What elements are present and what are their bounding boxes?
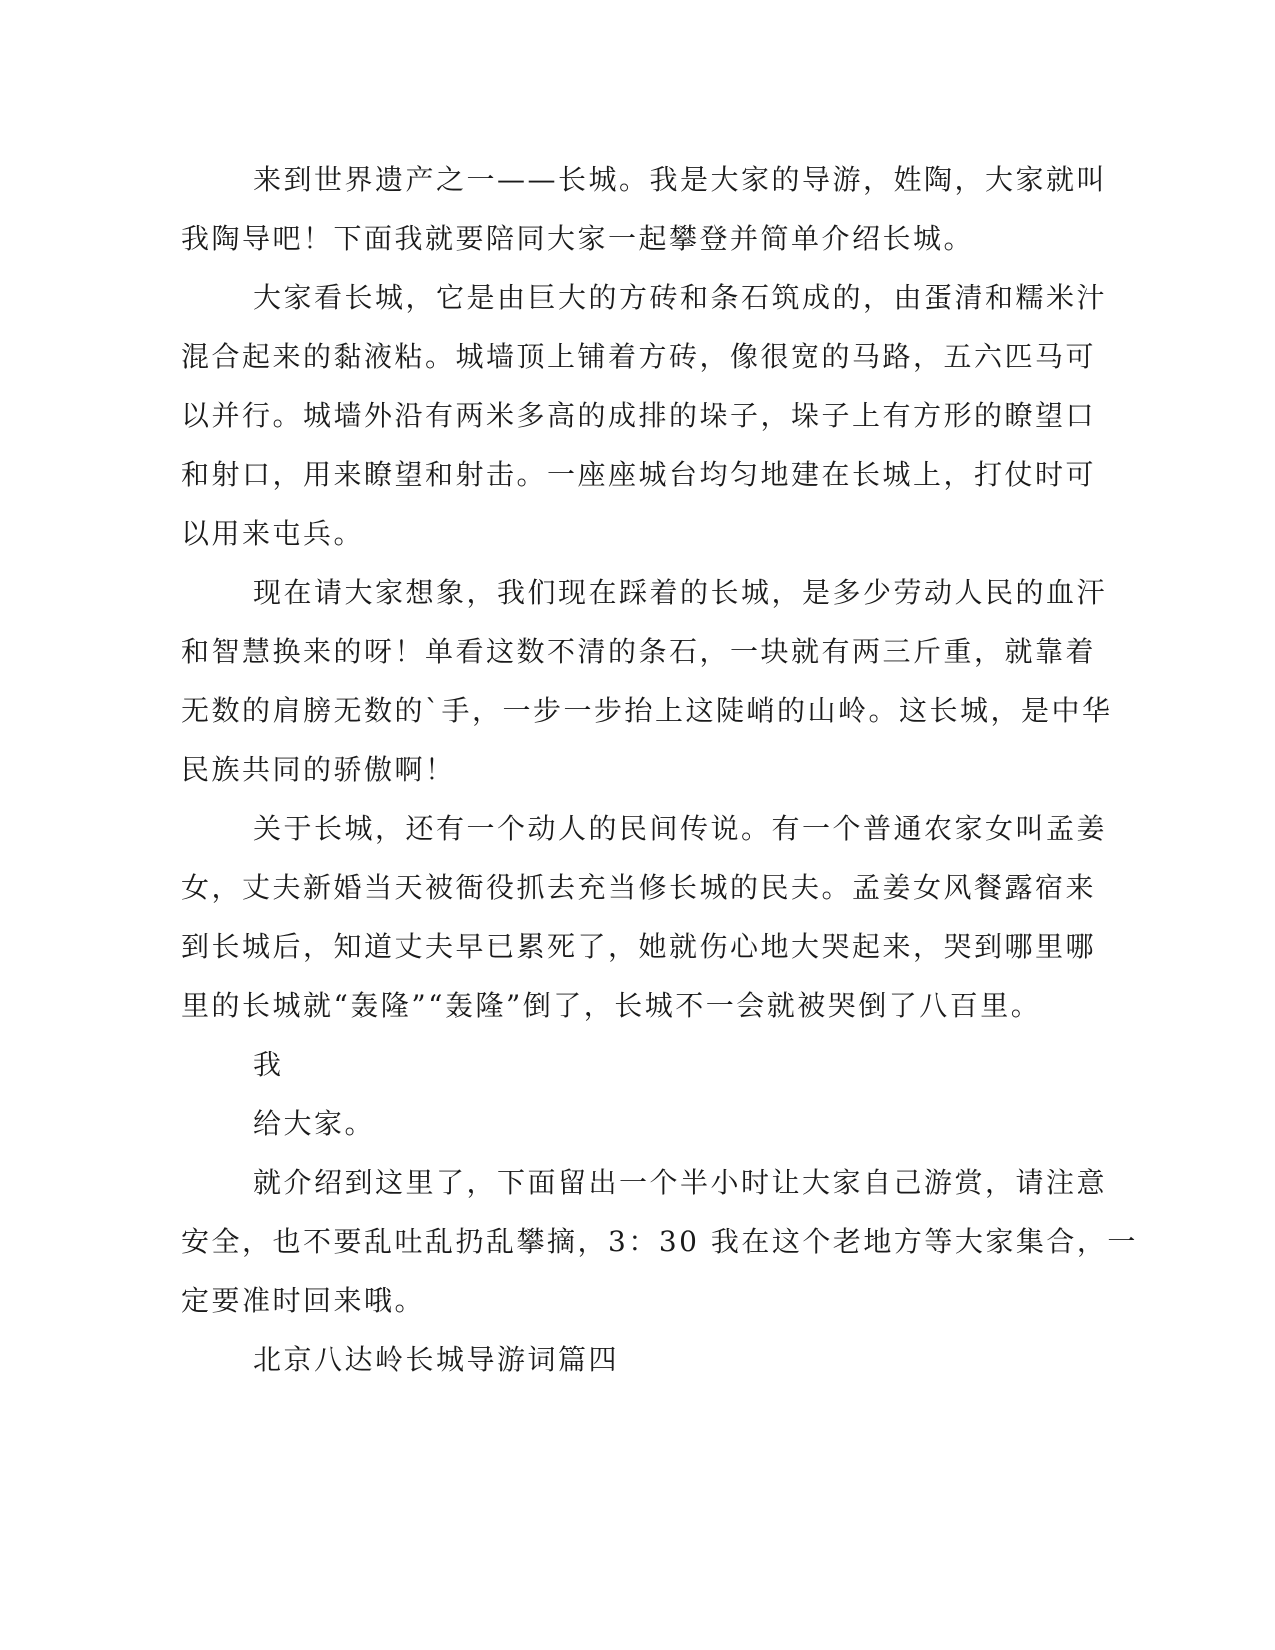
text-line: 关于长城，还有一个动人的民间传说。有一个普通农家女叫孟姜 xyxy=(253,812,1108,845)
text-line: 我陶导吧！下面我就要陪同大家一起攀登并简单介绍长城。 xyxy=(181,222,975,255)
text-line: 定要准时回来哦。 xyxy=(181,1284,426,1317)
text-line: 和射口，用来瞭望和射击。一座座城台均匀地建在长城上，打仗时可 xyxy=(181,458,1097,491)
text-line: 和智慧换来的呀！单看这数不清的条石，一块就有两三斤重，就靠着 xyxy=(181,635,1097,668)
text-line: 就介绍到这里了，下面留出一个半小时让大家自己游赏，请注意 xyxy=(253,1166,1108,1199)
text-line: 混合起来的黏液粘。城墙顶上铺着方砖，像很宽的马路，五六匹马可 xyxy=(181,340,1097,373)
text-line: 到长城后，知道丈夫早已累死了，她就伤心地大哭起来，哭到哪里哪 xyxy=(181,930,1097,963)
text-line: 民族共同的骄傲啊！ xyxy=(181,753,456,786)
text-line: 女，丈夫新婚当天被衙役抓去充当修长城的民夫。孟姜女风餐露宿来 xyxy=(181,871,1097,904)
text-line: 现在请大家想象，我们现在踩着的长城，是多少劳动人民的血汗 xyxy=(253,576,1108,609)
text-line: 给大家。 xyxy=(253,1107,376,1140)
text-line: 安全，也不要乱吐乱扔乱攀摘，3：30 我在这个老地方等大家集合，一 xyxy=(181,1225,1138,1258)
text-line: 里的长城就“轰隆”“轰隆”倒了，长城不一会就被哭倒了八百里。 xyxy=(181,989,1042,1022)
text-line: 我 xyxy=(253,1048,284,1081)
section-heading: 北京八达岭长城导游词篇四 xyxy=(253,1343,620,1376)
text-line: 以并行。城墙外沿有两米多高的成排的垛子，垛子上有方形的瞭望口 xyxy=(181,399,1097,432)
text-line: 以用来屯兵。 xyxy=(181,517,365,550)
text-line: 无数的肩膀无数的`手，一步一步抬上这陡峭的山岭。这长城，是中华 xyxy=(181,694,1113,727)
document-body xyxy=(181,150,1138,1389)
text-line: 来到世界遗产之一——长城。我是大家的导游，姓陶，大家就叫 xyxy=(253,163,1108,196)
text-line: 大家看长城，它是由巨大的方砖和条石筑成的，由蛋清和糯米汁 xyxy=(253,281,1108,314)
